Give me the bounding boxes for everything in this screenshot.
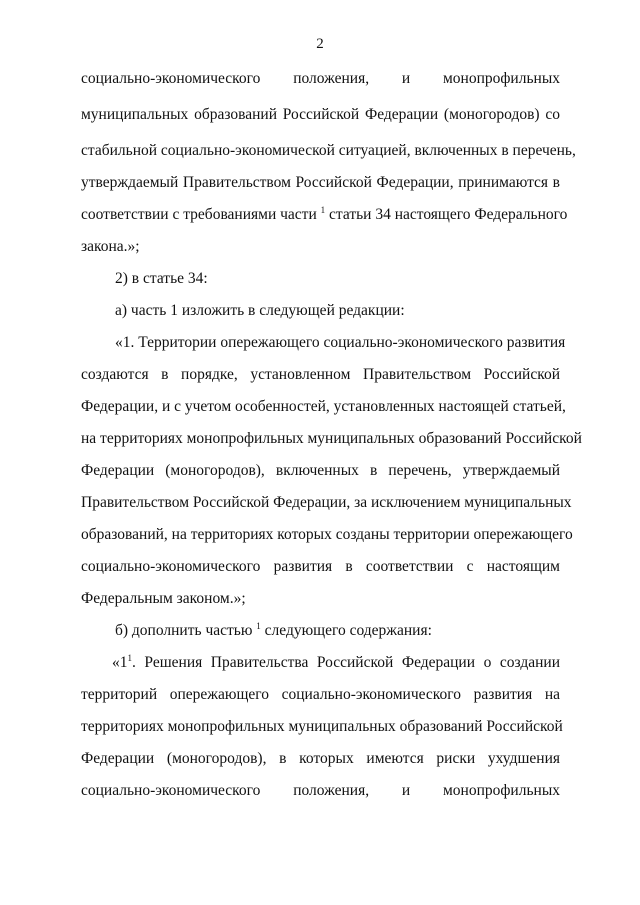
text-line: социально-экономического развития в соответствии с настоящим [81, 558, 560, 575]
text-line: «1. Территории опережающего социально-экономического развития [115, 334, 566, 351]
text-run: следующего содержания: [264, 622, 432, 639]
text-line: создаются в порядке, установленном Правительством Российской [81, 366, 560, 383]
text-line: стабильной социально-экономической ситуацией, включенных в перечень, [81, 142, 576, 159]
text-line: Федерации (моногородов), включенных в перечень, утверждаемый [81, 462, 560, 479]
text-run: «1 [112, 654, 128, 671]
text-line: социально-экономического положения, и монопрофильных [81, 782, 560, 799]
superscript: 1 [127, 653, 132, 663]
text-line: территорий опережающего социально-экономического развития на [81, 686, 560, 703]
text-run: соответствии с требованиями части [81, 206, 317, 223]
text-run: б) дополнить частью [115, 622, 253, 639]
text-line: Федеральным законом.»; [81, 590, 246, 607]
text-line: утверждаемый Правительством Российской Федерации, принимаются в [81, 174, 560, 191]
text-line: 2) в статье 34: [115, 270, 208, 287]
page-number: 2 [316, 36, 324, 52]
text-line: на территориях монопрофильных муниципальных образований Российской [81, 430, 582, 447]
text-run: . Решения Правительства Российской Федерации о создании [132, 654, 560, 671]
text-line [115, 621, 560, 641]
text-line: территориях монопрофильных муниципальных образований Российской [81, 718, 563, 735]
text-line: муниципальных образований Российской Федерации (моногородов) со [81, 106, 560, 123]
text-line: а) часть 1 изложить в следующей редакции: [115, 302, 405, 319]
text-line [112, 653, 560, 673]
text-run: статьи 34 настоящего Федерального [329, 206, 568, 223]
text-line: образований, на территориях которых созданы территории опережающего [81, 526, 573, 543]
text-line: Правительством Российской Федерации, за исключением муниципальных [81, 494, 572, 511]
text-line: Федерации, и с учетом особенностей, установленных настоящей статьей, [81, 398, 566, 415]
text-line: Федерации (моногородов), в которых имеются риски ухудшения [81, 750, 560, 767]
text-line: закона.»; [81, 238, 140, 255]
text-line: социально-экономического положения, и монопрофильных [81, 70, 560, 87]
superscript: 1 [256, 621, 261, 631]
text-run [112, 654, 560, 671]
text-line [81, 205, 568, 225]
superscript: 1 [320, 205, 326, 215]
